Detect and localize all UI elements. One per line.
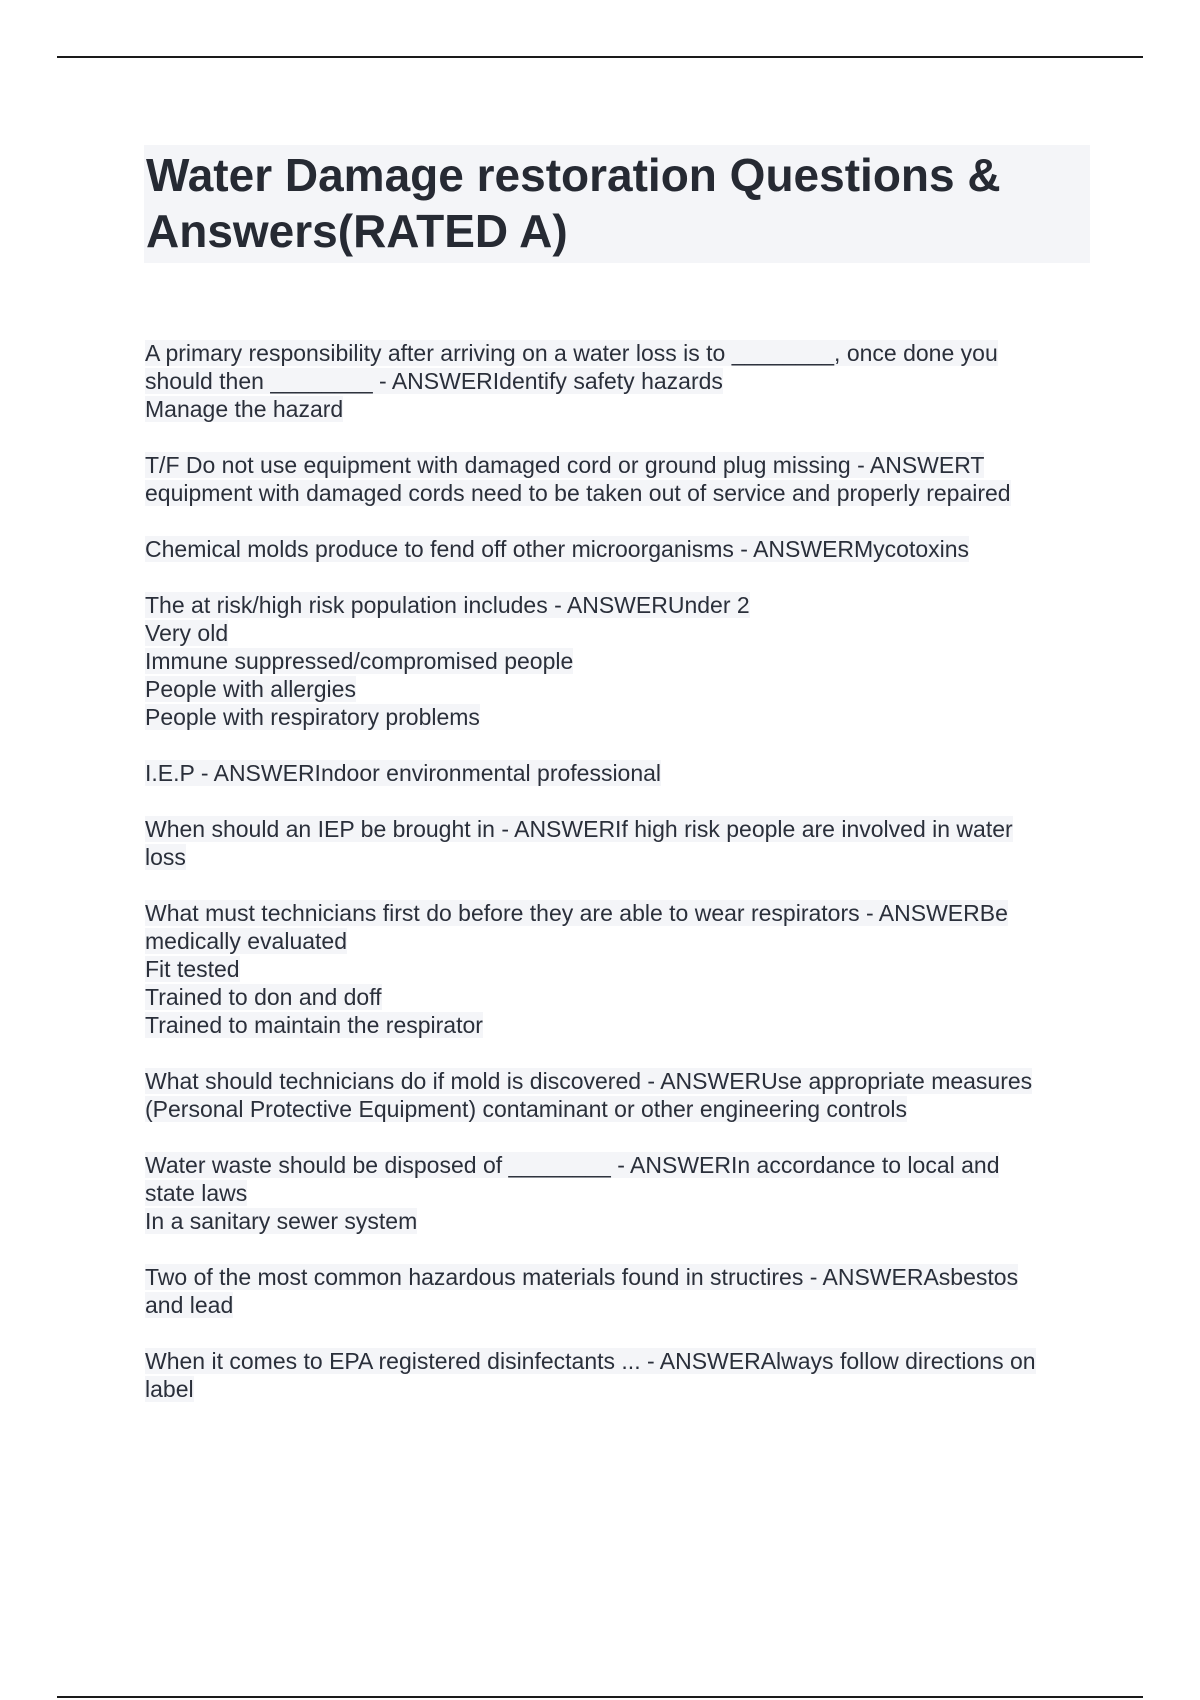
qa-line-text: When it comes to EPA registered disinfectants ... - ANSWERAlways follow directions on <box>145 1348 1036 1374</box>
qa-answer-line <box>145 395 1095 423</box>
qa-line-text: Very old <box>145 620 229 646</box>
document-title: Water Damage restoration Questions & Answers(RATED A) <box>146 149 1001 257</box>
qa-line-text: state laws <box>145 1180 248 1206</box>
qa-line-text: medically evaluated <box>145 928 348 954</box>
qa-line-text: (Personal Protective Equipment) contaminant or other engineering controls <box>145 1096 907 1122</box>
qa-answer-line <box>145 703 1095 731</box>
qa-answer-line <box>145 1291 1095 1319</box>
qa-line-text: People with respiratory problems <box>145 704 480 730</box>
qa-item <box>145 1263 1095 1319</box>
qa-line-text: Manage the hazard <box>145 396 344 422</box>
qa-line-text: Chemical molds produce to fend off other microorganisms - ANSWERMycotoxins <box>145 536 970 562</box>
qa-question-line <box>145 535 1095 563</box>
qa-question-line <box>145 1347 1095 1375</box>
qa-answer-line <box>145 1207 1095 1235</box>
qa-answer-line <box>145 927 1095 955</box>
qa-item <box>145 1067 1095 1123</box>
qa-line-text: Fit tested <box>145 956 240 982</box>
qa-line-text: should then ________ - ANSWERIdentify safety hazards <box>145 368 723 394</box>
qa-line-text: In a sanitary sewer system <box>145 1208 418 1234</box>
qa-line-text: Two of the most common hazardous materials found in structires - ANSWERAsbestos <box>145 1264 1019 1290</box>
qa-line-text: T/F Do not use equipment with damaged cord or ground plug missing - ANSWERT <box>145 452 985 478</box>
qa-line-text: When should an IEP be brought in - ANSWERIf high risk people are involved in water <box>145 816 1013 842</box>
top-rule <box>57 56 1143 58</box>
qa-item <box>145 591 1095 731</box>
qa-line-text: What should technicians do if mold is discovered - ANSWERUse appropriate measures <box>145 1068 1033 1094</box>
qa-question-line <box>145 451 1095 479</box>
qa-item <box>145 451 1095 507</box>
qa-answer-line <box>145 983 1095 1011</box>
qa-answer-line <box>145 675 1095 703</box>
qa-line-text: Trained to don and doff <box>145 984 382 1010</box>
qa-answer-line <box>145 647 1095 675</box>
qa-answer-line <box>145 367 1095 395</box>
qa-item <box>145 899 1095 1039</box>
qa-question-line <box>145 1151 1095 1179</box>
qa-question-line <box>145 815 1095 843</box>
qa-line-text: and lead <box>145 1292 234 1318</box>
qa-line-text: People with allergies <box>145 676 356 702</box>
qa-answer-line <box>145 955 1095 983</box>
qa-answer-line <box>145 1095 1095 1123</box>
qa-line-text: The at risk/high risk population includes - ANSWERUnder 2 <box>145 592 750 618</box>
qa-item <box>145 1347 1095 1403</box>
qa-line-text: Immune suppressed/compromised people <box>145 648 574 674</box>
qa-item <box>145 1151 1095 1235</box>
qa-line-text: Trained to maintain the respirator <box>145 1012 483 1038</box>
qa-line-text: Water waste should be disposed of ________ - ANSWERIn accordance to local and <box>145 1152 1000 1178</box>
qa-line-text: I.E.P - ANSWERIndoor environmental professional <box>145 760 662 786</box>
qa-item <box>145 339 1095 423</box>
qa-item <box>145 815 1095 871</box>
qa-question-line <box>145 339 1095 367</box>
qa-answer-line <box>145 1375 1095 1403</box>
qa-line-text: label <box>145 1376 194 1402</box>
title-block <box>144 145 1090 263</box>
qa-question-line <box>145 899 1095 927</box>
qa-list <box>145 339 1095 1431</box>
qa-answer-line <box>145 1179 1095 1207</box>
qa-line-text: What must technicians first do before they are able to wear respirators - ANSWERBe <box>145 900 1008 926</box>
qa-question-line <box>145 1263 1095 1291</box>
bottom-rule <box>57 1696 1143 1698</box>
qa-answer-line <box>145 1011 1095 1039</box>
qa-line-text: loss <box>145 844 186 870</box>
qa-answer-line <box>145 619 1095 647</box>
qa-line-text: equipment with damaged cords need to be taken out of service and properly repaired <box>145 480 1011 506</box>
qa-line-text: A primary responsibility after arriving on a water loss is to ________, once done you <box>145 340 998 366</box>
qa-question-line <box>145 1067 1095 1095</box>
qa-item <box>145 535 1095 563</box>
qa-question-line <box>145 591 1095 619</box>
qa-answer-line <box>145 843 1095 871</box>
qa-item <box>145 759 1095 787</box>
qa-question-line <box>145 759 1095 787</box>
qa-answer-line <box>145 479 1095 507</box>
